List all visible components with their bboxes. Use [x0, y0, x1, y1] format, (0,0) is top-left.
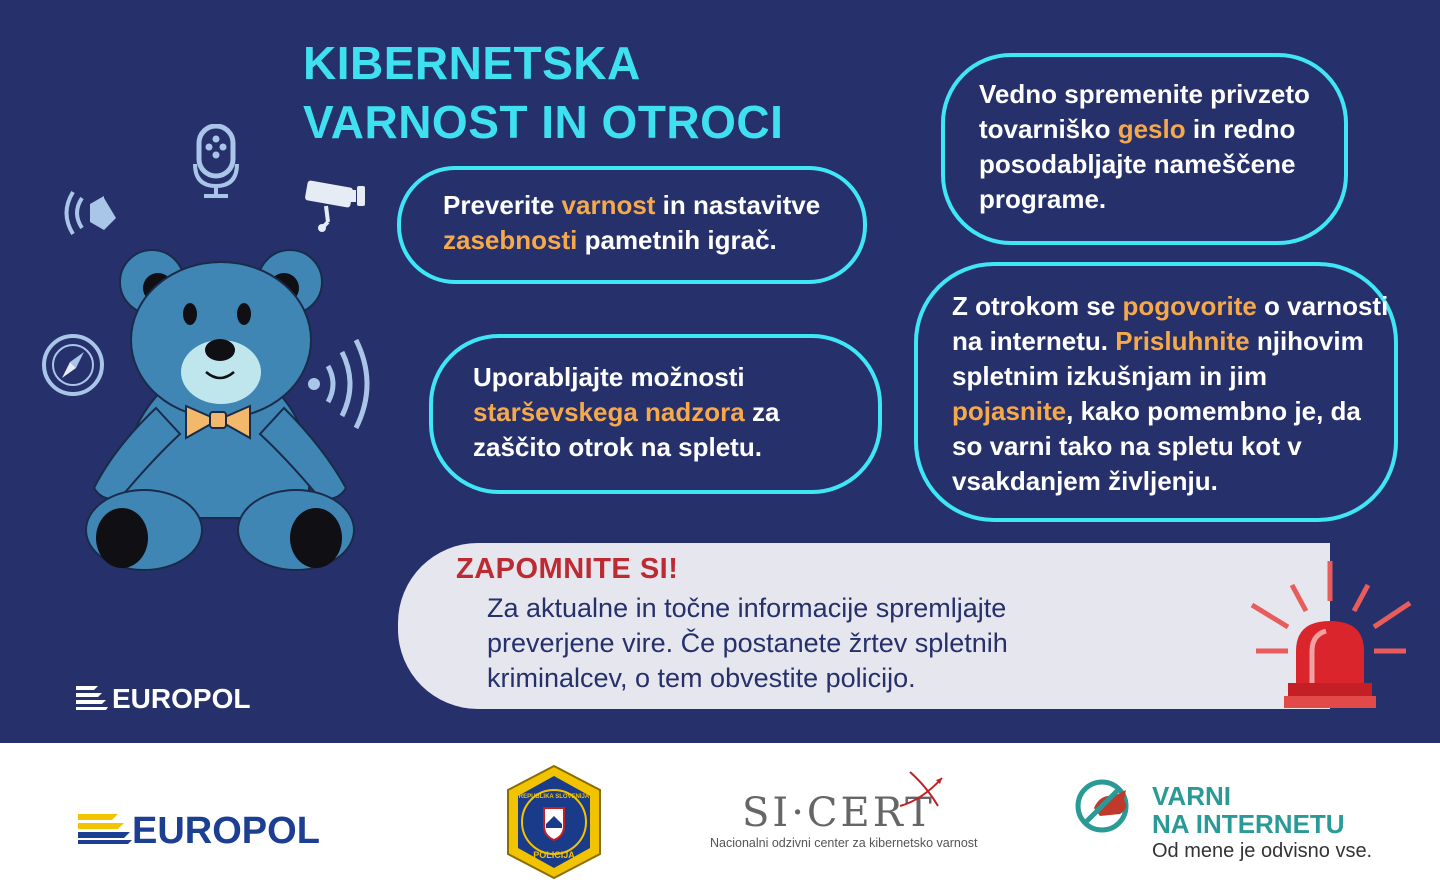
tip-bubble-privacy: [397, 166, 867, 284]
microphone-icon: [192, 124, 240, 200]
tip-bubble-parental-control: [429, 334, 882, 494]
policija-bottom-text: POLICIJA: [533, 850, 575, 860]
sicert-arrow-icon: [896, 766, 948, 814]
varni-na-internetu-icon: [1074, 778, 1140, 834]
teddy-bear-illustration: [84, 248, 356, 572]
policija-top-text: REPUBLIKA SLOVENIJA: [518, 794, 590, 800]
varni-na-internetu-title: [1152, 782, 1345, 838]
europol-text: EUROPOL: [132, 810, 320, 846]
remember-box: [398, 543, 1330, 709]
europol-logo-small: [76, 684, 290, 710]
page-title: [303, 34, 783, 152]
sicert-subtitle: Nacionalni odzivni center za kibernetsko varnost: [710, 836, 978, 850]
vni-line-1: VARNI: [1152, 781, 1231, 811]
europol-logo: [78, 806, 394, 846]
remember-text: Za aktualne in točne informacije spremljajte preverjene vire. Če postanete žrtev spletnih kriminalcev, o tem obvestite policijo.: [487, 593, 1008, 693]
security-camera-icon: [302, 180, 370, 234]
title-line-1: KIBERNETSKA: [303, 37, 641, 89]
europol-small-text: EUROPOL: [112, 684, 251, 710]
vni-line-2: NA INTERNETU: [1152, 809, 1345, 839]
title-line-2: VARNOST IN OTROCI: [303, 96, 784, 148]
tip-text: Z otrokom se pogovorite o varnosti na internetu. Prisluhnite njihovim spletnim izkušnjam in jim pojasnite, kako pomembno je, da so varni tako na spletu kot v vsakdanjem življenju.: [952, 291, 1389, 496]
tip-text: Uporabljajte možnosti starševskega nadzora za zaščito otrok na spletu.: [473, 362, 780, 462]
speaker-icon: [60, 188, 118, 238]
tip-bubble-talk: [914, 262, 1398, 522]
policija-badge: [502, 764, 606, 880]
sicert-logo-text: SI·CERT: [742, 790, 935, 836]
tip-bubble-password: [941, 53, 1348, 245]
tip-text: Preverite varnost in nastavitve zasebnosti pametnih igrač.: [443, 190, 821, 255]
remember-heading: ZAPOMNITE SI!: [456, 553, 679, 585]
alarm-siren-icon: [1248, 555, 1416, 710]
tip-text: Vedno spremenite privzeto tovarniško geslo in redno posodabljajte nameščene programe.: [979, 79, 1310, 214]
varni-na-internetu-slogan: Od mene je odvisno vse.: [1152, 840, 1373, 862]
